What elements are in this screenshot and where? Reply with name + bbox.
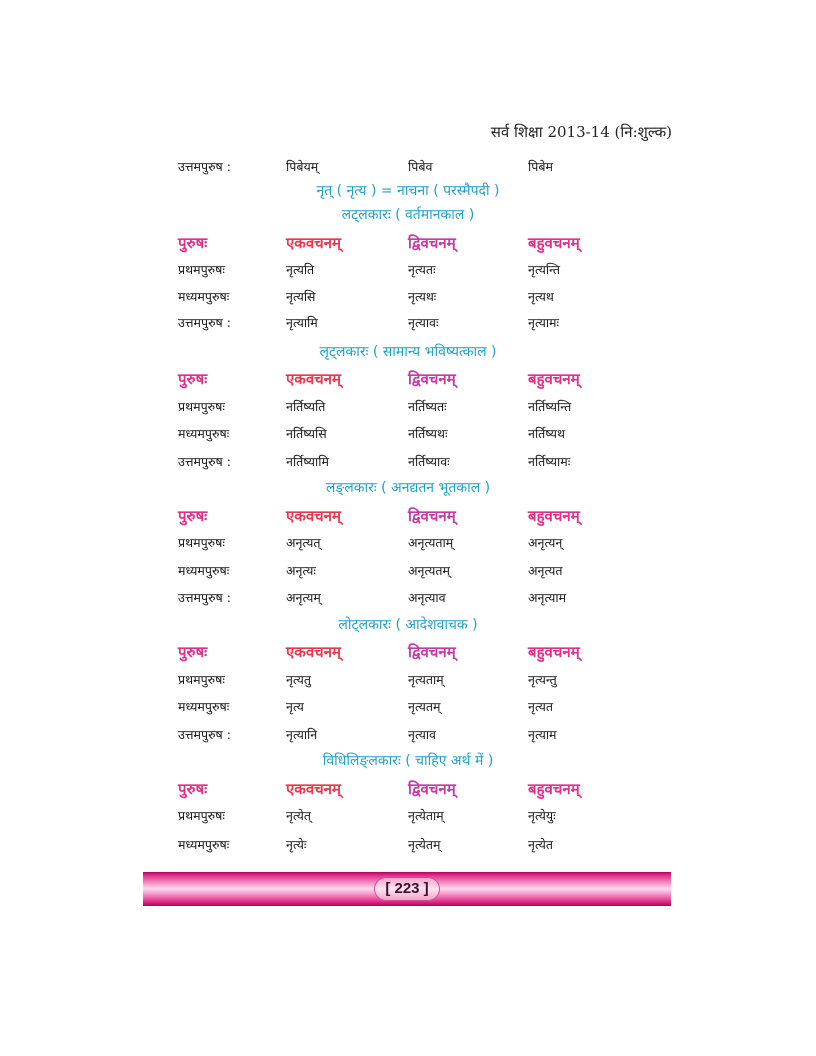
cell: नृत्येयुः bbox=[528, 808, 556, 823]
header-dvivachan: द्विवचनम् bbox=[408, 234, 456, 252]
cell: मध्यमपुरुषः bbox=[178, 699, 230, 714]
column-header-row bbox=[0, 232, 816, 254]
cell: पिबेयम् bbox=[286, 159, 319, 174]
cell: नर्तिष्यतः bbox=[408, 399, 447, 414]
cell: मध्यमपुरुषः bbox=[178, 837, 230, 852]
cell: नृत्यामि bbox=[286, 315, 318, 330]
table-row bbox=[0, 587, 816, 609]
cell: प्रथमपुरुषः bbox=[178, 672, 225, 687]
cell: नृत्यावः bbox=[408, 315, 439, 330]
cell: नर्तिष्यथ bbox=[528, 426, 565, 441]
cell: अनृत्यन् bbox=[528, 535, 563, 550]
column-header-row bbox=[0, 778, 816, 800]
table-row bbox=[0, 834, 816, 856]
cell: नृत्याव bbox=[408, 727, 437, 742]
header-ekavachan: एकवचनम् bbox=[286, 370, 341, 388]
header-bahuvachan: बहुवचनम् bbox=[528, 234, 580, 252]
section-title: लङ्लकारः ( अनद्यतन भूतकाल ) bbox=[325, 480, 491, 496]
cell: नर्तिष्यामः bbox=[528, 454, 571, 469]
table-row bbox=[0, 805, 816, 827]
header-purusha: पुरुषः bbox=[178, 780, 208, 798]
header-ekavachan: एकवचनम् bbox=[286, 780, 341, 798]
table-row bbox=[0, 560, 816, 582]
section-title: लृट्लकारः ( सामान्य भविष्यत्काल ) bbox=[319, 344, 497, 360]
cell: नृत्यत bbox=[528, 699, 553, 714]
cell: नृत्यतु bbox=[286, 672, 311, 687]
column-header-row bbox=[0, 505, 816, 527]
table-row bbox=[0, 451, 816, 473]
cell: नर्तिष्यावः bbox=[408, 454, 450, 469]
cell: अनृत्यत bbox=[528, 563, 563, 578]
header-bahuvachan: बहुवचनम् bbox=[528, 643, 580, 661]
table-row bbox=[0, 724, 816, 746]
header-purusha: पुरुषः bbox=[178, 234, 208, 252]
cell: नृत्याम bbox=[528, 727, 557, 742]
page-header: सर्व शिक्षा 2013-14 (नि:शुल्क) bbox=[490, 123, 672, 141]
cell: नृत्येत bbox=[528, 837, 553, 852]
cell: नृत्यति bbox=[286, 262, 315, 277]
header-bahuvachan: बहुवचनम् bbox=[528, 780, 580, 798]
table-row bbox=[0, 423, 816, 445]
section-title: विधिलिङ्लकारः ( चाहिए अर्थ में ) bbox=[322, 753, 494, 769]
cell: उत्तमपुरुष : bbox=[178, 590, 231, 605]
cell: नृत्येताम् bbox=[408, 808, 444, 823]
header-dvivachan: द्विवचनम् bbox=[408, 370, 456, 388]
cell: नृत्य bbox=[286, 699, 304, 714]
cell: नृत्यताम् bbox=[408, 672, 444, 687]
column-header-row bbox=[0, 641, 816, 663]
cell: नृत्यन्ति bbox=[528, 262, 561, 277]
cell: नर्तिष्यामि bbox=[286, 454, 329, 469]
cell: नृत्यथ bbox=[528, 289, 554, 304]
cell: पिबेम bbox=[528, 159, 553, 174]
header-purusha: पुरुषः bbox=[178, 643, 208, 661]
cell: उत्तमपुरुष : bbox=[178, 727, 231, 742]
table-row bbox=[0, 259, 816, 281]
verb-title: नृत् ( नृत्य ) = नाचना ( परस्मैपदी ) bbox=[316, 183, 500, 199]
cell: मध्यमपुरुषः bbox=[178, 289, 230, 304]
cell: नर्तिष्यसि bbox=[286, 426, 327, 441]
cell: अनृत्यतम् bbox=[408, 563, 450, 578]
cell: उत्तमपुरुष : bbox=[178, 454, 231, 469]
cell: नृत्यन्तु bbox=[528, 672, 557, 687]
cell: नृत्यथः bbox=[408, 289, 437, 304]
cell: नृत्येत् bbox=[286, 808, 311, 823]
header-dvivachan: द्विवचनम् bbox=[408, 780, 456, 798]
cell: नर्तिष्यति bbox=[286, 399, 326, 414]
column-header-row bbox=[0, 368, 816, 390]
cell: प्रथमपुरुषः bbox=[178, 535, 225, 550]
cell: अनृत्यम् bbox=[286, 590, 321, 605]
top-row bbox=[0, 156, 816, 178]
header-ekavachan: एकवचनम् bbox=[286, 643, 341, 661]
cell: अनृत्यः bbox=[286, 563, 316, 578]
cell: नर्तिष्यथः bbox=[408, 426, 448, 441]
cell: नृत्यतम् bbox=[408, 699, 441, 714]
header-purusha: पुरुषः bbox=[178, 507, 208, 525]
section-title: लट्लकारः ( वर्तमानकाल ) bbox=[341, 207, 475, 223]
table-row bbox=[0, 396, 816, 418]
cell: नृत्यसि bbox=[286, 289, 316, 304]
cell: प्रथमपुरुषः bbox=[178, 808, 225, 823]
cell: अनृत्यत् bbox=[286, 535, 321, 550]
table-row bbox=[0, 286, 816, 308]
cell: उत्तमपुरुष : bbox=[178, 159, 231, 174]
cell: पिबेव bbox=[408, 159, 433, 174]
cell: अनृत्याव bbox=[408, 590, 446, 605]
header-ekavachan: एकवचनम् bbox=[286, 507, 341, 525]
cell: नृत्येतम् bbox=[408, 837, 441, 852]
table-row bbox=[0, 669, 816, 691]
cell: अनृत्यताम् bbox=[408, 535, 454, 550]
header-bahuvachan: बहुवचनम् bbox=[528, 370, 580, 388]
header-dvivachan: द्विवचनम् bbox=[408, 643, 456, 661]
cell: नर्तिष्यन्ति bbox=[528, 399, 572, 414]
cell: प्रथमपुरुषः bbox=[178, 262, 225, 277]
cell: प्रथमपुरुषः bbox=[178, 399, 225, 414]
header-bahuvachan: बहुवचनम् bbox=[528, 507, 580, 525]
header-ekavachan: एकवचनम् bbox=[286, 234, 341, 252]
table-row bbox=[0, 312, 816, 334]
cell: नृत्यानि bbox=[286, 727, 318, 742]
table-row bbox=[0, 696, 816, 718]
cell: नृत्यामः bbox=[528, 315, 560, 330]
cell: अनृत्याम bbox=[528, 590, 567, 605]
cell: मध्यमपुरुषः bbox=[178, 426, 230, 441]
cell: मध्यमपुरुषः bbox=[178, 563, 230, 578]
cell: नृत्येः bbox=[286, 837, 307, 852]
page-number: [ 223 ] bbox=[374, 877, 440, 901]
cell: उत्तमपुरुष : bbox=[178, 315, 231, 330]
cell: नृत्यतः bbox=[408, 262, 436, 277]
section-title: लोट्लकारः ( आदेशवाचक ) bbox=[338, 617, 478, 633]
header-purusha: पुरुषः bbox=[178, 370, 208, 388]
table-row bbox=[0, 532, 816, 554]
header-dvivachan: द्विवचनम् bbox=[408, 507, 456, 525]
